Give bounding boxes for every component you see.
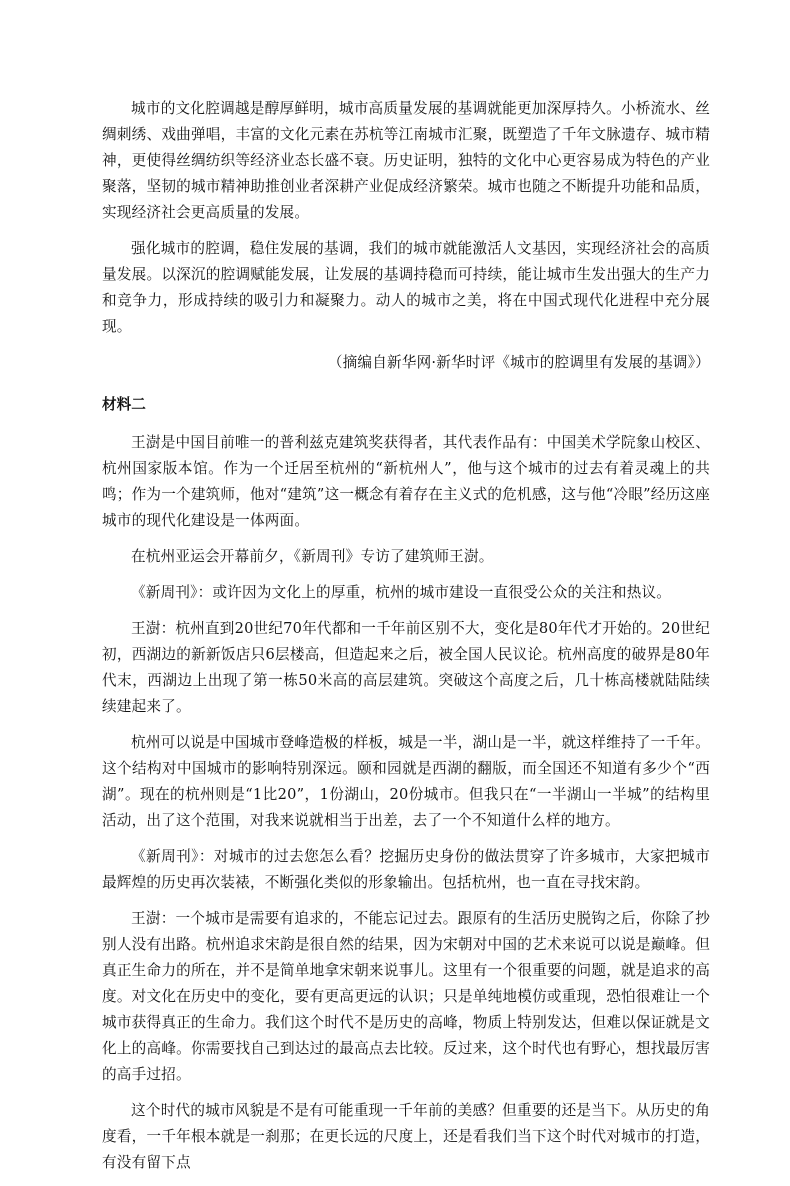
- paragraph-question-1: 《新周刊》：或许因为文化上的厚重，杭州的城市建设一直很受公众的关注和热议。: [131, 584, 672, 601]
- paragraph-answer-1-cont: 杭州可以说是中国城市登峰造极的样板，城是一半，湖山是一半，就这样维持了一千年。这个结构对中国城市的影响特别深远。颐和园就是西湖的翻版，而全国还不知道有多少个“西湖”。现在的杭州则是“1比20”，1份湖山，20份城市。但我只在“一半湖山一半城”的结构里活动，出了这个范围，对我来说就相当于出差，去了一个不知道什么样的地方。: [102, 734, 710, 829]
- paragraph-wangshu-intro: 王澍是中国目前唯一的普利兹克建筑奖获得者，其代表作品有：中国美术学院象山校区、杭州国家版本馆。作为一个迁居至杭州的“新杭州人”，他与这个城市的过去有着灵魂上的共鸣；作为一个建筑师，他对“建筑”这一概念有着存在主义式的危机感，这与他“冷眼”经历这座城市的现代化建设是一体两面。: [102, 434, 710, 529]
- section-heading: 材料二: [102, 396, 146, 413]
- document-page: [102, 96, 710, 1186]
- paragraph-answer-2: 王澍：一个城市是需要有追求的，不能忘记过去。跟原有的生活历史脱钩之后，你除了抄别人没有出路。杭州追求宋韵是很自然的结果，因为宋朝对中国的艺术来说可以说是巅峰。但真正生命力的所在，并不是简单地拿宋朝来说事儿。这里有一个很重要的问题，就是追求的高度。对文化在历史中的变化，要有更高更远的认识；只是单纯地模仿或重现，恐怕很难让一个城市获得真正的生命力。我们这个时代不是历史的高峰，物质上特别发达，但难以保证就是文化上的高峰。你需要找自己到达过的最高点去比较。反过来，这个时代也有野心，想找最厉害的高手过招。: [102, 910, 710, 1083]
- source-citation: （摘编自新华网·新华时评《城市的腔调里有发展的基调》）: [327, 354, 710, 371]
- paragraph-interview-intro: 在杭州亚运会开幕前夕，《新周刊》专访了建筑师王澍。: [131, 548, 494, 565]
- paragraph-answer-1: 王澍：杭州直到20世纪70年代都和一千年前区别不大，变化是80年代才开始的。20世纪初，西湖边的新新饭店只6层楼高，但造起来之后，被全国人民议论。杭州高度的破界是80年代末，西湖边上出现了第一栋50米高的高层建筑。突破这个高度之后，几十栋高楼就陆陆续续建起来了。: [102, 620, 710, 715]
- paragraph-answer-2-cont: 这个时代的城市风貌是不是有可能重现一千年前的美感？但重要的还是当下。从历史的角度看，一千年根本就是一刹那；在更长远的尺度上，还是看我们当下这个时代对城市的打造，有没有留下点: [102, 1102, 710, 1171]
- paragraph-strengthen-tone: 强化城市的腔调，稳住发展的基调，我们的城市就能激活人文基因，实现经济社会的高质量发展。以深沉的腔调赋能发展，让发展的基调持稳而可持续，能让城市生发出强大的生产力和竞争力，形成持续的吸引力和凝聚力。动人的城市之美，将在中国式现代化进程中充分展现。: [102, 240, 710, 335]
- paragraph-culture-tone: 城市的文化腔调越是醇厚鲜明，城市高质量发展的基调就能更加深厚持久。小桥流水、丝绸刺绣、戏曲弹唱，丰富的文化元素在苏杭等江南城市汇聚，既塑造了千年文脉遗存、城市精神，更使得丝绸纺织等经济业态长盛不衰。历史证明，独特的文化中心更容易成为特色的产业聚落，坚韧的城市精神助推创业者深耕产业促成经济繁荣。城市也随之不断提升功能和品质，实现经济社会更高质量的发展。: [102, 100, 710, 221]
- paragraph-question-2: 《新周刊》：对城市的过去您怎么看？挖掘历史身份的做法贯穿了许多城市，大家把城市最辉煌的历史再次装裱，不断强化类似的形象输出。包括杭州，也一直在寻找宋韵。: [102, 848, 710, 891]
